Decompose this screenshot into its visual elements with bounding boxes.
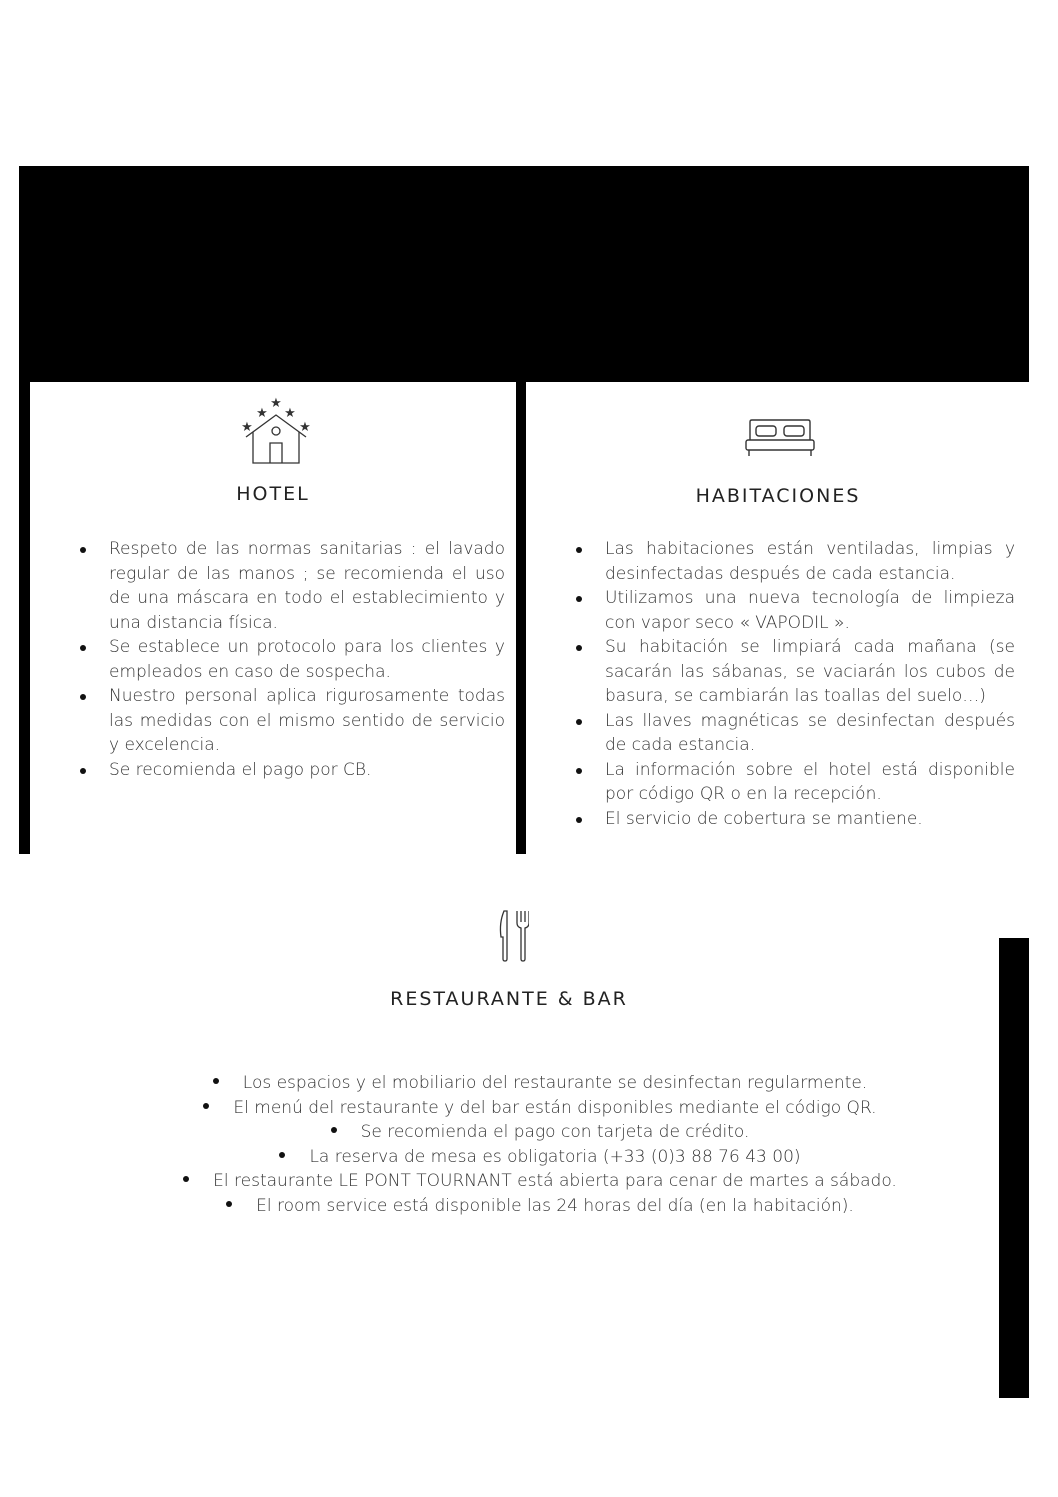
list-item: Las llaves magnéticas se desinfectan después de cada estancia.	[605, 709, 1015, 758]
list-item: La información sobre el hotel está disponible por código QR o en la recepción.	[605, 758, 1015, 807]
list-item-text: Se recomienda el pago con tarjeta de crédito.	[360, 1122, 750, 1142]
list-item: Utilizamos una nueva tecnología de limpieza con vapor seco « VAPODIL ».	[605, 586, 1015, 635]
restaurant-title: RESTAURANTE & BAR	[390, 988, 628, 1010]
svg-text:★: ★	[270, 396, 282, 411]
knife-fork-icon	[497, 909, 529, 963]
list-item: El servicio de cobertura se mantiene.	[605, 807, 1015, 832]
bed-icon	[744, 418, 816, 458]
list-item-text: Los espacios y el mobiliario del restaurante se desinfectan regularmente.	[242, 1073, 868, 1093]
list-item	[60, 1096, 1020, 1121]
list-item-text: El restaurante LE PONT TOURNANT está abierta para cenar de martes a sábado.	[213, 1171, 897, 1191]
hotel-list	[77, 537, 505, 782]
list-item: Respeto de las normas sanitarias : el lavado regular de las manos ; se recomienda el uso de una máscara en todo el establecimiento y una distancia física.	[109, 537, 505, 635]
list-item	[60, 1071, 1020, 1096]
bullet-dot	[279, 1152, 285, 1158]
rooms-title: HABITACIONES	[695, 485, 861, 507]
list-item-text: El room service está disponible las 24 horas del día (en la habitación).	[256, 1195, 854, 1216]
list-item	[60, 1194, 1020, 1219]
list-item	[60, 1120, 1020, 1145]
svg-text:★: ★	[284, 406, 296, 421]
bullet-dot	[213, 1078, 219, 1084]
list-item: Nuestro personal aplica rigurosamente todas las medidas con el mismo sentido de servicio y excelencia.	[109, 684, 505, 758]
list-item-text: El menú del restaurante y del bar están disponibles mediante el código QR.	[233, 1097, 877, 1118]
svg-text:★: ★	[256, 406, 268, 421]
restaurant-list	[60, 1071, 1020, 1218]
bullet-dot	[226, 1201, 232, 1207]
svg-text:★: ★	[241, 420, 253, 435]
rooms-list	[573, 537, 1015, 831]
list-item: Su habitación se limpiará cada mañana (se sacarán las sábanas, se vaciarán los cubos de basura, se cambiarán las toallas del suelo…)	[605, 635, 1015, 709]
bullet-dot	[183, 1176, 189, 1182]
bullet-dot	[331, 1127, 337, 1133]
list-item: Se recomienda el pago por CB.	[109, 758, 505, 783]
header-banner	[19, 166, 1029, 382]
hotel-stars-icon	[236, 393, 316, 465]
bullet-dot	[203, 1103, 209, 1109]
list-item: Las habitaciones están ventiladas, limpias y desinfectadas después de cada estancia.	[605, 537, 1015, 586]
left-column-bar	[19, 380, 30, 854]
hotel-title: HOTEL	[236, 483, 310, 505]
list-item	[60, 1145, 1020, 1170]
list-item	[60, 1169, 1020, 1194]
middle-divider-bar	[516, 380, 526, 854]
svg-text:★: ★	[299, 420, 311, 435]
list-item: Se establece un protocolo para los clientes y empleados en caso de sospecha.	[109, 635, 505, 684]
list-item-text: La reserva de mesa es obligatoria (+33 (0)3 88 76 43 00)	[309, 1146, 801, 1167]
